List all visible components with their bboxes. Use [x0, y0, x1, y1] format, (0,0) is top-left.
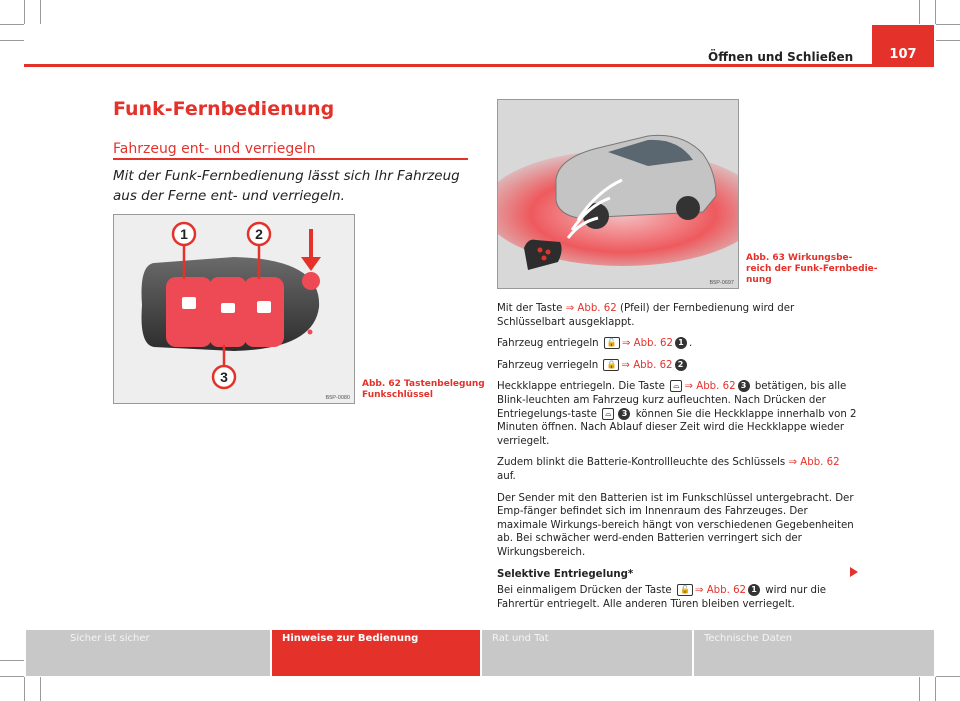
body-text [497, 302, 857, 619]
page-number-box [872, 25, 934, 67]
crop-mark [935, 0, 936, 24]
key-fob-illustration [114, 215, 354, 403]
figure-62-caption [362, 379, 485, 401]
unlock-button [166, 277, 212, 347]
page-number: 107 [889, 47, 917, 62]
crop-mark [936, 676, 960, 677]
number-badge: 3 [738, 380, 750, 392]
subtitle-rule [113, 158, 468, 160]
figure-link[interactable]: ⇒ Abb. 62 [621, 338, 673, 350]
crop-mark [0, 24, 24, 25]
unlock-key-icon: 🔓 [604, 337, 620, 349]
figure-link[interactable]: ⇒ Abb. 62 [565, 303, 617, 314]
figure-link[interactable]: ⇒ Abb. 62 [788, 457, 840, 469]
header-rule [24, 64, 934, 67]
chapter-title: Öffnen und Schließen [708, 50, 854, 64]
crop-mark [0, 660, 24, 661]
paragraph: Heckklappe entriegeln. Die Taste ⌓ ⇒ Abb. 62 3 betätigen, bis alle Blink-leuchten am Fahrzeug kurz aufleuchten. Nach Drücken der Entriegelungs-taste ⌓ 3 können Sie die Heckklappe innerhalb von 2 Minuten öffnen. Nach Ablauf dieser Zeit wird die Heckklappe wieder verriegelt. [497, 381, 857, 447]
figure-car-range [497, 99, 739, 289]
number-badge: 1 [675, 337, 687, 349]
crop-mark [936, 40, 960, 41]
caption-line: nung [746, 275, 772, 285]
caption-line: Abb. 63 Wirkungsbe- [746, 253, 853, 263]
car-range-illustration [498, 100, 738, 288]
figure-63-caption [746, 253, 878, 286]
paragraph: Mit der Taste ⇒ Abb. 62 (Pfeil) der Fernbedienung wird der Schlüsselbart ausgeklappt. [497, 303, 795, 328]
intro-text: Mit der Funk-Fernbedienung lässt sich Ihr Fahrzeug aus der Ferne ent- und verriegeln. [113, 168, 460, 204]
lock-key-icon: 🔒 [603, 359, 619, 371]
crop-mark [919, 0, 920, 24]
section-title: Funk-Fernbedienung [113, 98, 335, 120]
figure-code: B5P-0697 [709, 280, 734, 286]
caption-line: Funkschlüssel [362, 390, 433, 400]
figure-key-fob [113, 214, 355, 404]
continue-arrow-icon [850, 567, 858, 577]
footer-tab-operation[interactable]: Hinweise zur Bedienung [272, 630, 480, 676]
paragraph: Der Sender mit den Batterien ist im Funkschlüssel untergebracht. Der Emp-fänger befindet sich im Innenraum des Fahrzeuges. Der maximale Wirkungs-bereich hängt von verschiedenen Gegebenheiten ab. Bei schwächer werd-enden Batterien verringert sich der Wirkungsbereich. [497, 492, 854, 558]
figure-code: B5P-0080 [325, 395, 350, 401]
paragraph: Bei einmaligem Drücken der Taste 🔓 ⇒ Abb. 62 1 wird nur die Fahrertür entriegelt. Alle anderen Türen bleiben verriegelt. [497, 585, 827, 610]
trunk-icon [221, 303, 235, 313]
paragraph: Fahrzeug verriegeln 🔒 ⇒ Abb. 62 2 [497, 359, 857, 373]
number-badge: 1 [748, 584, 760, 596]
crop-mark [936, 24, 960, 25]
footer-tab-technical[interactable]: Technische Daten [694, 630, 934, 676]
battery-indicator [308, 330, 313, 335]
crop-mark [0, 676, 24, 677]
crop-mark [24, 677, 25, 701]
section-subtitle: Fahrzeug ent- und verriegeln [113, 141, 316, 157]
crop-mark [24, 0, 25, 24]
unlock-icon [182, 297, 196, 309]
crop-mark [40, 0, 41, 24]
crop-mark [0, 40, 24, 41]
number-badge: 3 [618, 408, 630, 420]
figure-link[interactable]: ⇒ Abb. 62 [684, 381, 736, 393]
lock-icon [257, 301, 271, 313]
callout-label: 2 [255, 226, 263, 242]
car-wheel [676, 196, 700, 220]
callout-label: 1 [180, 226, 188, 242]
crop-mark [40, 677, 41, 701]
footer-tab-advice[interactable]: Rat und Tat [482, 630, 692, 676]
caption-line: reich der Funk-Fernbedie- [746, 264, 878, 274]
paragraph: Zudem blinkt die Batterie-Kontrollleuchte des Schlüssels ⇒ Abb. 62 auf. [497, 457, 840, 482]
trunk-key-icon: ⌓ [602, 408, 614, 420]
trunk-key-icon: ⌓ [670, 380, 682, 392]
crop-mark [935, 677, 936, 701]
footer-tab-safety[interactable]: Sicher ist sicher [26, 630, 270, 676]
figure-link[interactable]: ⇒ Abb. 62 [621, 359, 673, 371]
callout-label: 3 [220, 369, 228, 385]
caption-line: Abb. 62 Tastenbelegung [362, 379, 485, 389]
crop-mark [919, 677, 920, 701]
figure-link[interactable]: ⇒ Abb. 62 [694, 585, 747, 597]
fold-key-button [302, 272, 320, 290]
paragraph: Fahrzeug entriegeln 🔓 ⇒ Abb. 62 1 . [497, 338, 693, 350]
paragraph-heading: Selektive Entriegelung* [497, 568, 634, 580]
unlock-key-icon: 🔓 [677, 584, 693, 596]
number-badge: 2 [675, 359, 687, 371]
